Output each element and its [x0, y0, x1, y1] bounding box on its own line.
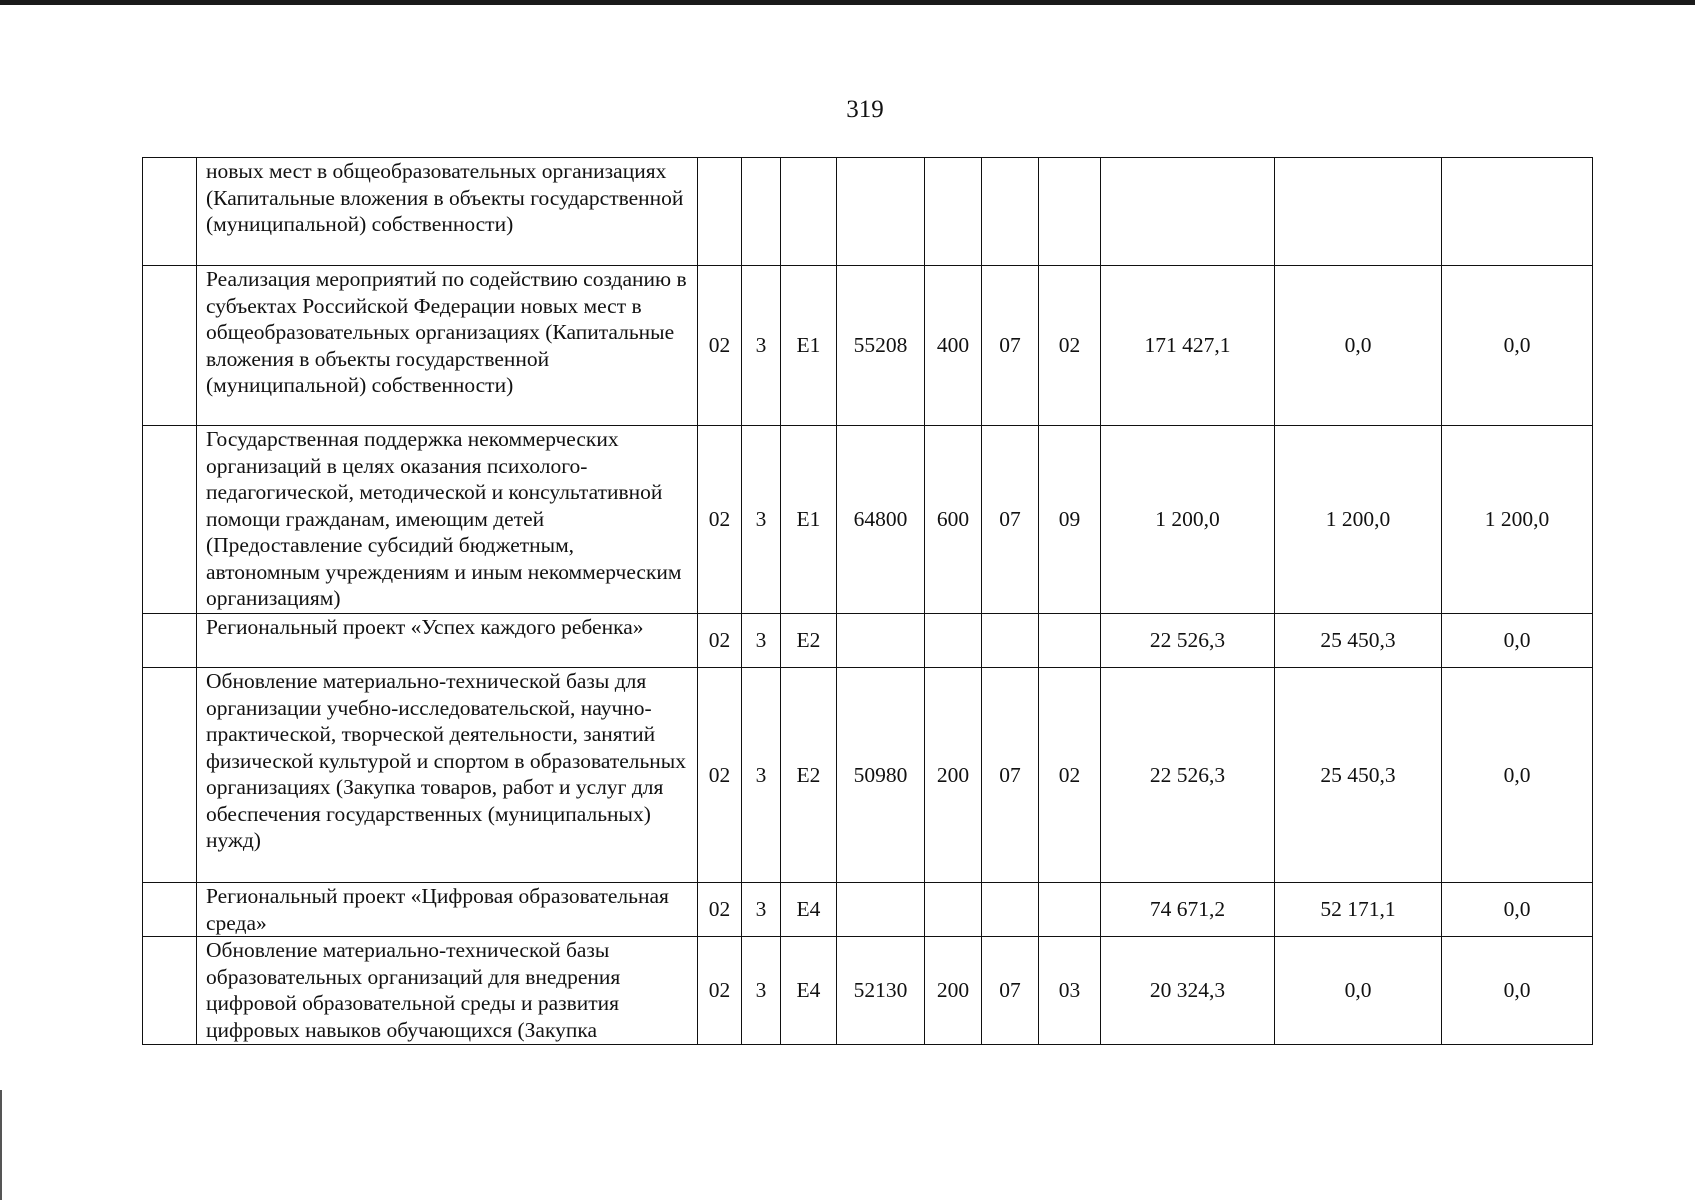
row-number-cell — [143, 266, 197, 426]
row-number-cell — [143, 937, 197, 1045]
subsection-cell: 09 — [1039, 426, 1101, 614]
code-direction-cell — [837, 614, 925, 668]
amount-year2-cell: 0,0 — [1275, 937, 1442, 1045]
table-row — [143, 668, 1593, 883]
code-subprogram-cell: 3 — [742, 614, 781, 668]
code-direction-cell: 55208 — [837, 266, 925, 426]
code-subprogram-cell: 3 — [742, 883, 781, 937]
subsection-cell — [1039, 614, 1101, 668]
budget-table — [142, 157, 1593, 1045]
table-row — [143, 614, 1593, 668]
code-program-cell: 02 — [698, 426, 742, 614]
table-row — [143, 426, 1593, 614]
subsection-cell: 03 — [1039, 937, 1101, 1045]
code-direction-cell: 50980 — [837, 668, 925, 883]
code-program-cell: 02 — [698, 266, 742, 426]
code-program-cell: 02 — [698, 937, 742, 1045]
section-cell — [982, 614, 1039, 668]
amount-year3-cell: 0,0 — [1442, 668, 1593, 883]
page-number: 319 — [846, 96, 884, 123]
amount-year1-cell: 20 324,3 — [1101, 937, 1275, 1045]
subsection-cell: 02 — [1039, 668, 1101, 883]
code-project-cell: Е1 — [781, 426, 837, 614]
amount-year2-cell: 0,0 — [1275, 266, 1442, 426]
row-number-cell — [143, 614, 197, 668]
code-direction-cell: 52130 — [837, 937, 925, 1045]
code-subprogram-cell: 3 — [742, 426, 781, 614]
code-project-cell: Е1 — [781, 266, 837, 426]
amount-year3-cell: 1 200,0 — [1442, 426, 1593, 614]
code-subprogram-cell: 3 — [742, 266, 781, 426]
amount-year1-cell: 74 671,2 — [1101, 883, 1275, 937]
top-edge-rule — [0, 0, 1695, 5]
table-row — [143, 158, 1593, 266]
description-cell: Обновление материально-технической базы образовательных организаций для внедрения цифровой образовательной среды и развития цифровых навыков обучающихся (Закупка — [197, 937, 698, 1045]
code-direction-cell — [837, 883, 925, 937]
row-number-cell — [143, 668, 197, 883]
expense-type-cell — [925, 883, 982, 937]
code-subprogram-cell: 3 — [742, 937, 781, 1045]
table-row — [143, 937, 1593, 1045]
amount-year3-cell — [1442, 158, 1593, 266]
amount-year2-cell: 52 171,1 — [1275, 883, 1442, 937]
code-program-cell: 02 — [698, 668, 742, 883]
code-project-cell: Е2 — [781, 614, 837, 668]
description-cell: Государственная поддержка некоммерческих организаций в целях оказания психолого-педагогической, методической и консультативной помощи гражданам, имеющим детей (Предоставление субсидий бюджетным, автономным учреждениям и иным некоммерческим организациям) — [197, 426, 698, 614]
table-row — [143, 266, 1593, 426]
amount-year1-cell — [1101, 158, 1275, 266]
amount-year2-cell: 1 200,0 — [1275, 426, 1442, 614]
amount-year3-cell: 0,0 — [1442, 883, 1593, 937]
subsection-cell: 02 — [1039, 266, 1101, 426]
section-cell — [982, 158, 1039, 266]
expense-type-cell — [925, 614, 982, 668]
expense-type-cell: 200 — [925, 937, 982, 1045]
section-cell: 07 — [982, 937, 1039, 1045]
section-cell: 07 — [982, 266, 1039, 426]
code-direction-cell: 64800 — [837, 426, 925, 614]
row-number-cell — [143, 883, 197, 937]
code-project-cell: Е2 — [781, 668, 837, 883]
expense-type-cell — [925, 158, 982, 266]
description-cell: новых мест в общеобразовательных организациях (Капитальные вложения в объекты государственной (муниципальной) собственности) — [197, 158, 698, 266]
amount-year3-cell: 0,0 — [1442, 937, 1593, 1045]
expense-type-cell: 600 — [925, 426, 982, 614]
description-cell: Региональный проект «Успех каждого ребенка» — [197, 614, 698, 668]
description-cell: Обновление материально-технической базы для организации учебно-исследовательской, научно-практической, творческой деятельности, занятий физической культурой и спортом в образовательных организациях (Закупка товаров, работ и услуг для обеспечения государственных (муниципальных) нужд) — [197, 668, 698, 883]
code-program-cell: 02 — [698, 883, 742, 937]
subsection-cell — [1039, 158, 1101, 266]
amount-year1-cell: 1 200,0 — [1101, 426, 1275, 614]
amount-year2-cell — [1275, 158, 1442, 266]
section-cell — [982, 883, 1039, 937]
code-program-cell: 02 — [698, 614, 742, 668]
amount-year3-cell: 0,0 — [1442, 614, 1593, 668]
code-subprogram-cell: 3 — [742, 668, 781, 883]
code-subprogram-cell — [742, 158, 781, 266]
row-number-cell — [143, 158, 197, 266]
amount-year2-cell: 25 450,3 — [1275, 668, 1442, 883]
description-cell: Реализация мероприятий по содействию созданию в субъектах Российской Федерации новых мест в общеобразовательных организациях (Капитальные вложения в объекты государственной (муниципальной) собственности) — [197, 266, 698, 426]
expense-type-cell: 400 — [925, 266, 982, 426]
amount-year1-cell: 22 526,3 — [1101, 614, 1275, 668]
code-program-cell — [698, 158, 742, 266]
section-cell: 07 — [982, 426, 1039, 614]
code-project-cell — [781, 158, 837, 266]
subsection-cell — [1039, 883, 1101, 937]
row-number-cell — [143, 426, 197, 614]
amount-year2-cell: 25 450,3 — [1275, 614, 1442, 668]
section-cell: 07 — [982, 668, 1039, 883]
code-project-cell: Е4 — [781, 883, 837, 937]
code-direction-cell — [837, 158, 925, 266]
table-row — [143, 883, 1593, 937]
amount-year3-cell: 0,0 — [1442, 266, 1593, 426]
description-cell: Региональный проект «Цифровая образовательная среда» — [197, 883, 698, 937]
amount-year1-cell: 171 427,1 — [1101, 266, 1275, 426]
code-project-cell: Е4 — [781, 937, 837, 1045]
scan-edge-mark — [0, 1090, 2, 1200]
amount-year1-cell: 22 526,3 — [1101, 668, 1275, 883]
expense-type-cell: 200 — [925, 668, 982, 883]
